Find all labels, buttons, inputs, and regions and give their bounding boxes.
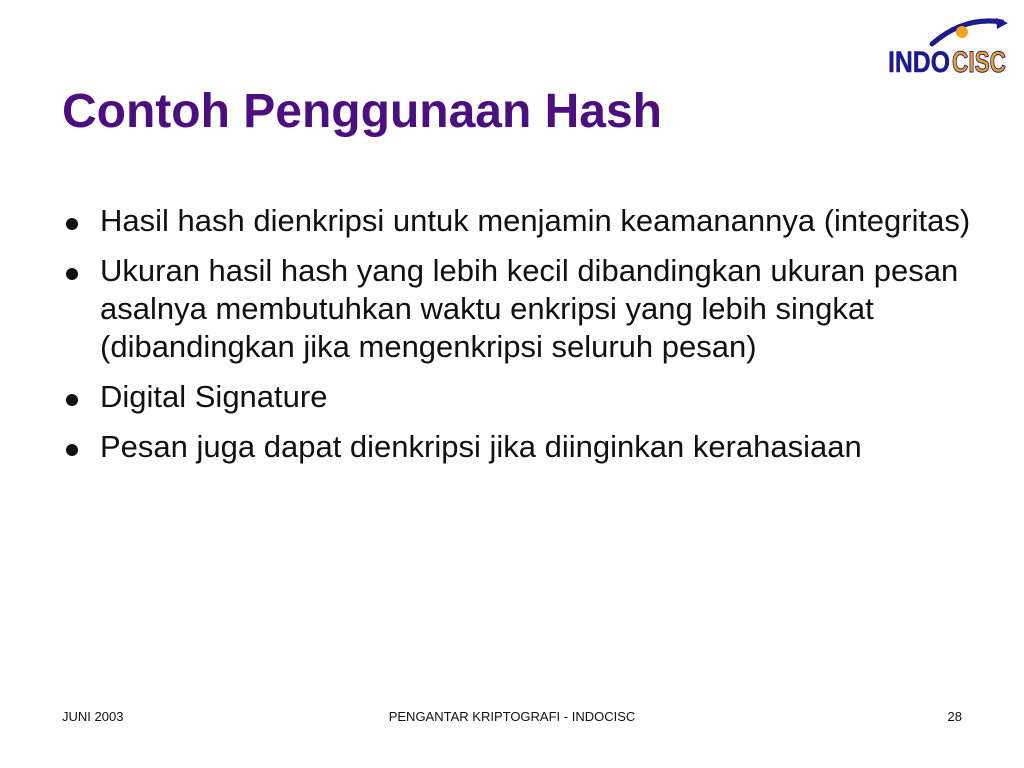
bullet-dot-icon [66, 218, 78, 230]
footer-presentation-title: PENGANTAR KRIPTOGRAFI - INDOCISC [388, 709, 636, 724]
slide-title: Contoh Penggunaan Hash [62, 85, 662, 138]
bullet-dot-icon [66, 444, 78, 456]
indocisc-logo [884, 14, 1010, 84]
logo-dot [956, 26, 968, 38]
bullet-list [62, 202, 982, 478]
bullet-item [62, 378, 982, 416]
bullet-text: Digital Signature [100, 379, 328, 414]
bullet-item [62, 252, 982, 366]
bullet-dot-icon [66, 394, 78, 406]
bullet-text: Pesan juga dapat dienkripsi jika diinginkan kerahasiaan [100, 429, 862, 464]
bullet-text: Ukuran hasil hash yang lebih kecil dibandingkan ukuran pesan asalnya membutuhkan waktu enkripsi yang lebih singkat (dibandingkan jika mengenkripsi seluruh pesan) [100, 253, 959, 364]
bullet-item [62, 202, 982, 240]
footer-page-number: 28 [947, 709, 962, 724]
bullet-text: Hasil hash dienkripsi untuk menjamin keamanannya (integritas) [100, 203, 971, 238]
logo-text-cisc: CISC [952, 46, 1006, 79]
logo-text-indo: INDO [888, 46, 950, 79]
bullet-dot-icon [66, 268, 78, 280]
bullet-item [62, 428, 982, 466]
footer-date: JUNI 2003 [62, 709, 124, 724]
